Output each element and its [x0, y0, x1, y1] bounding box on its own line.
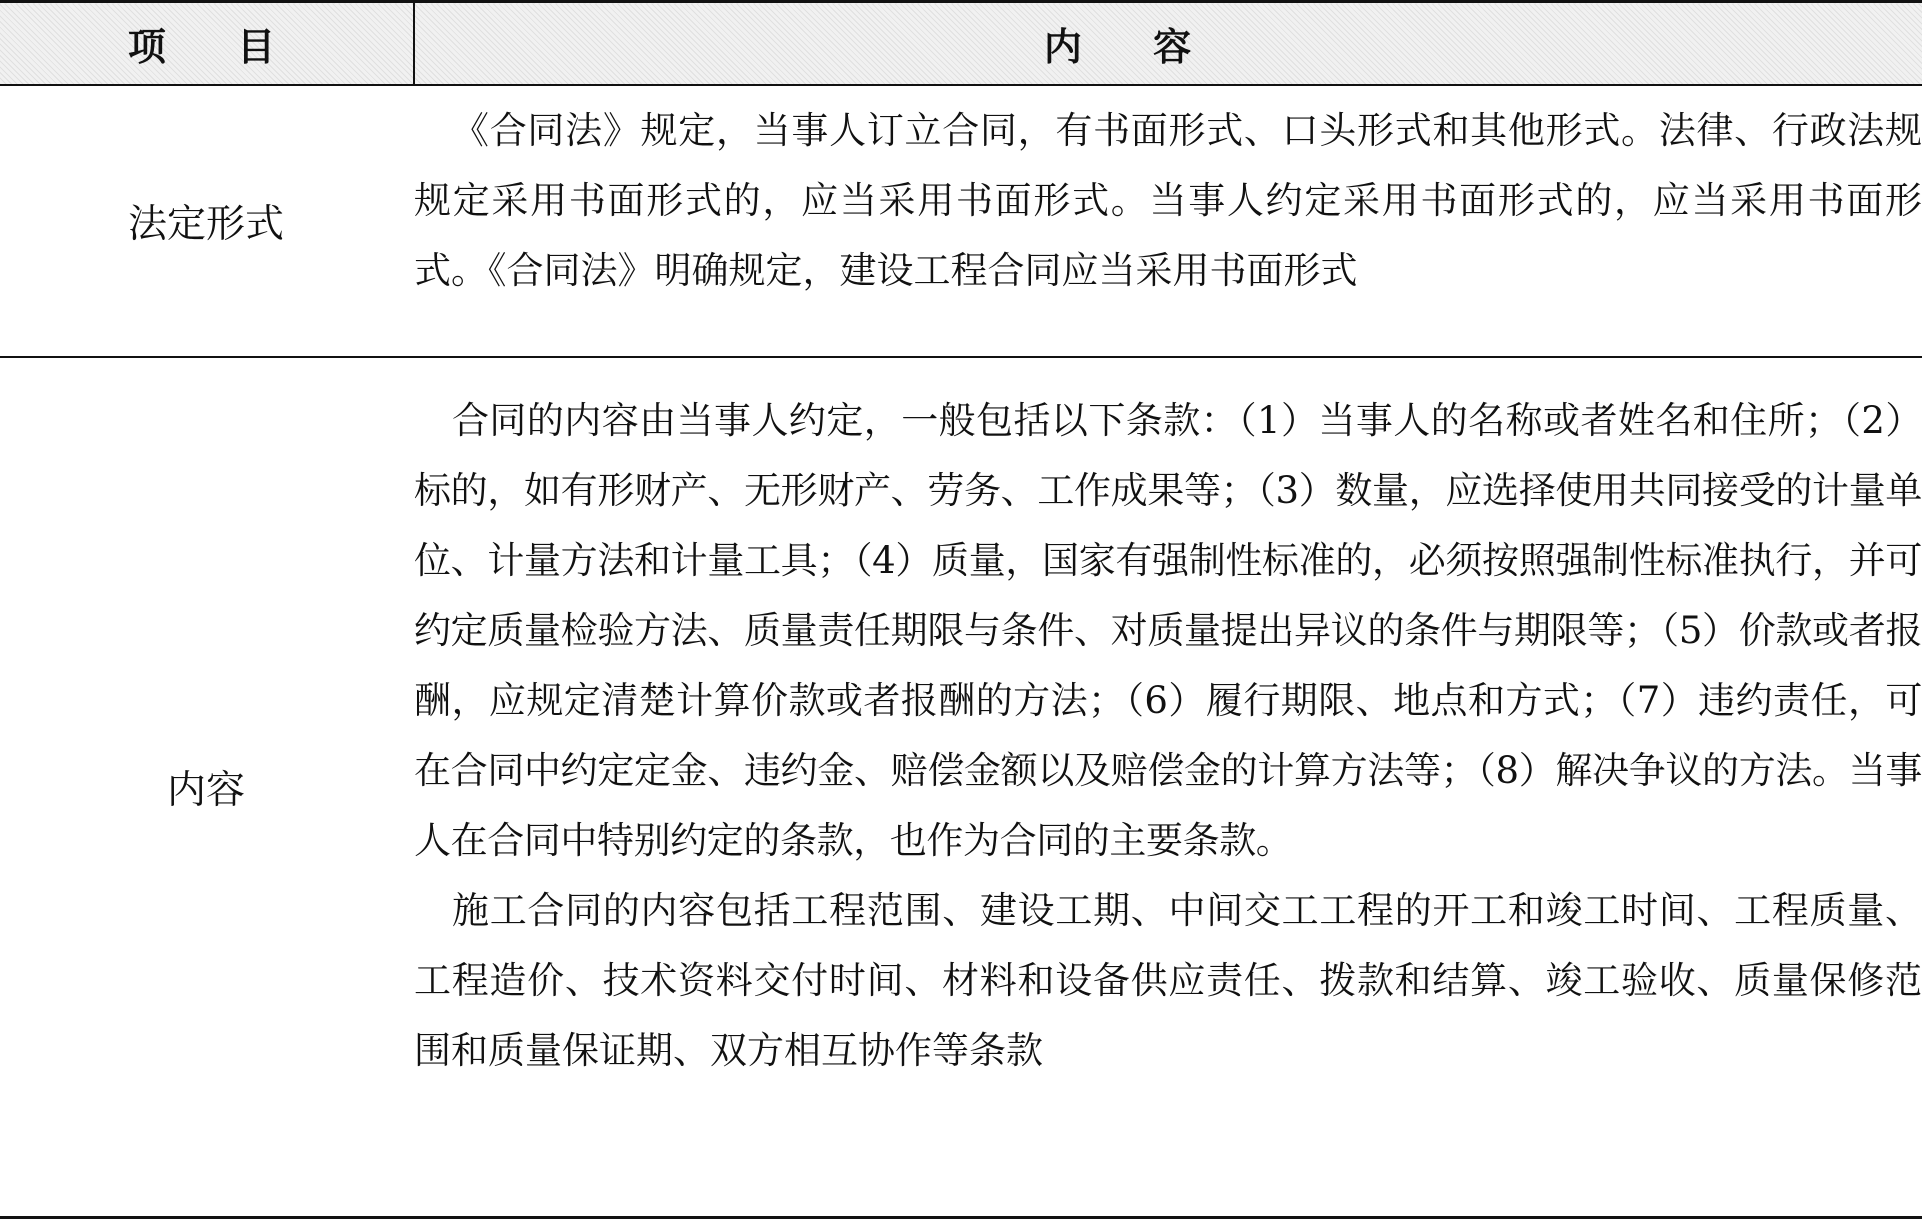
- row-content-cell: [414, 357, 1922, 1218]
- row-content-cell: [414, 85, 1922, 357]
- row-label-content: 内容: [166, 768, 245, 813]
- construction-contract-paragraph: 施工合同的内容包括工程范围、建设工期、中间交工工程的开工和竣工时间、工程质量、工程造价、技术资料交付时间、材料和设备供应责任、拨款和结算、竣工验收、质量保修范围和质量保证期、双方相互协作等条款: [414, 889, 1922, 1072]
- row-label-cell: [0, 85, 414, 357]
- header-item-label: 项 目: [127, 24, 276, 69]
- table-header-row: [0, 2, 1922, 86]
- legal-form-paragraph: 《合同法》规定，当事人订立合同，有书面形式、口头形式和其他形式。法律、行政法规规定采用书面形式的，应当采用书面形式。当事人约定采用书面形式的，应当采用书面形式。《合同法》明确规定，建设工程合同应当采用书面形式: [414, 109, 1922, 292]
- header-cell-content: [414, 2, 1922, 86]
- table-row-legal-form: [0, 85, 1922, 357]
- header-content-label: 内 容: [1043, 24, 1192, 69]
- contract-terms-paragraph: 合同的内容由当事人约定，一般包括以下条款：（1）当事人的名称或者姓名和住所；（2）标的，如有形财产、无形财产、劳务、工作成果等；（3）数量，应选择使用共同接受的计量单位、计量方法和计量工具；（4）质量，国家有强制性标准的，必须按照强制性标准执行，并可约定质量检验方法、质量责任期限与条件、对质量提出异议的条件与期限等；（5）价款或者报酬，应规定清楚计算价款或者报酬的方法；（6）履行期限、地点和方式；（7）违约责任，可在合同中约定定金、违约金、赔偿金额以及赔偿金的计算方法等；（8）解决争议的方法。当事人在合同中特别约定的条款，也作为合同的主要条款。: [414, 399, 1922, 862]
- table-row-contract-content: [0, 357, 1922, 1218]
- row-label-cell: [0, 357, 414, 1218]
- header-cell-item: [0, 2, 414, 86]
- row-label-legal-form: 法定形式: [127, 202, 284, 247]
